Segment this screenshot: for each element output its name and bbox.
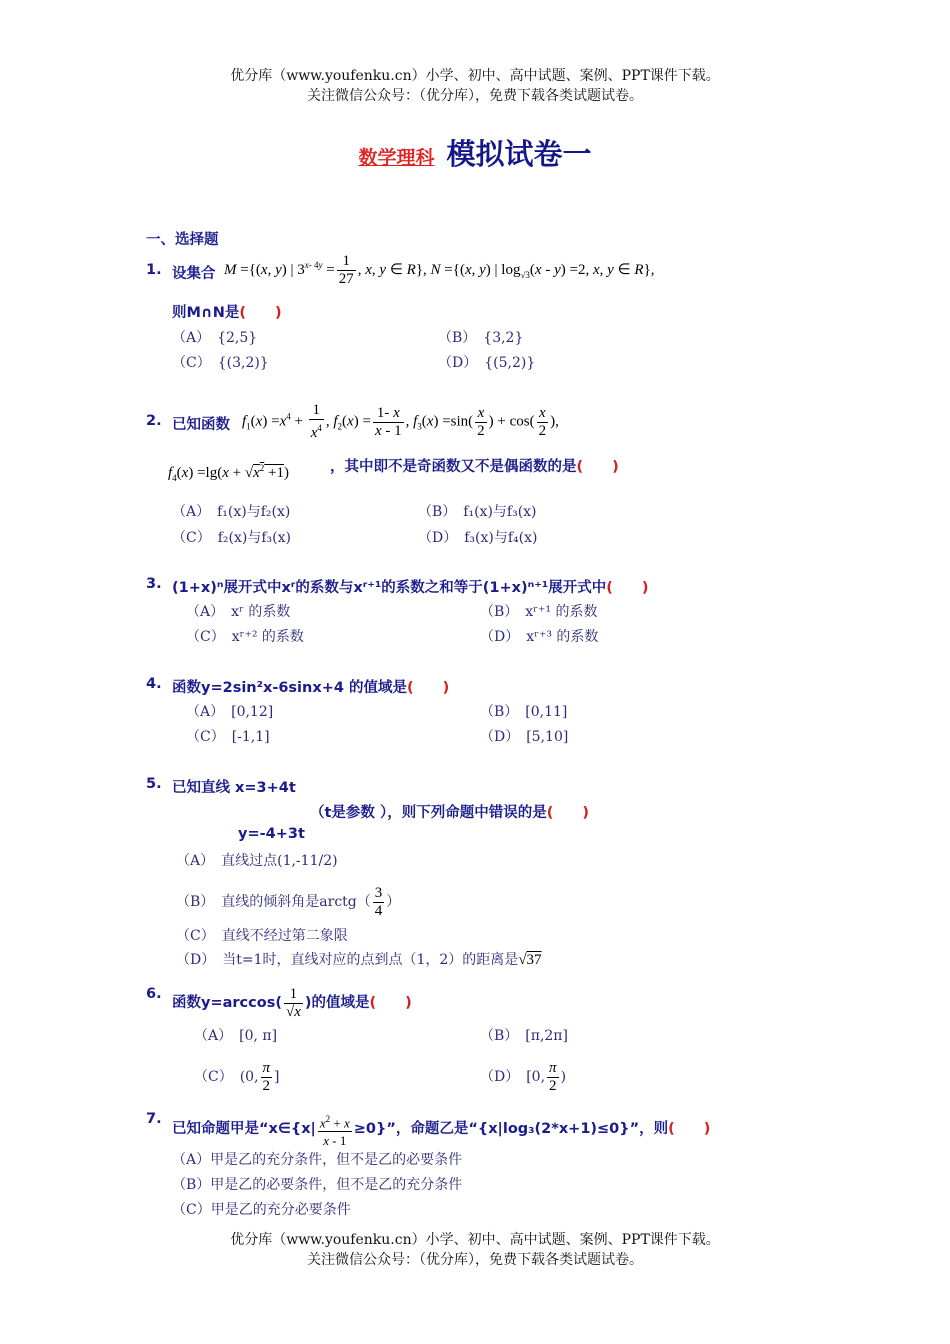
q1-tail-text: 则M∩N是 (172, 305, 240, 321)
q6-answer-paren: ( ) (369, 994, 412, 1011)
q7-option-a: （A）甲是乙的充分条件，但不是乙的必要条件 (172, 1152, 463, 1168)
q5-line-2 (310, 801, 589, 822)
q1-option-c: （C） {(3,2)} (172, 355, 269, 371)
q6-option-d: （D） [0, $\frac{\pi}{2}$ ) (480, 1060, 567, 1094)
q4-option-b: （B） [0,11] (480, 704, 568, 720)
q3-option-d: （D） xʳ⁺³ 的系数 (480, 629, 599, 645)
title-subject: 数学理科 (358, 147, 435, 169)
q5-line-3: y=-4+3t (238, 826, 305, 842)
q3-stem: (1+x)ⁿ展开式中xʳ的系数与xʳ⁺¹的系数之和等于(1+x)ⁿ⁺¹展开式中 (172, 580, 607, 596)
q5-option-d-text: （D） 当t=1时，直线对应的点到点（1，2）的距离是 (176, 952, 519, 968)
header-line-1: 优分库（www.youfenku.cn）小学、初中、高中试题、案例、PPT课件下载。 (230, 68, 720, 84)
q6-option-a: （A） [0, π] (194, 1028, 278, 1044)
q5-option-b-text: （B） 直线的倾斜角是arctg（ (176, 893, 371, 910)
q7-text: 已知命题甲是“x∈{x| $\frac{x^2 + x}{x - 1}$ ≥0}”，命题乙是“{x|log₃(2*x+1)≤0}”，则( ) (172, 1111, 710, 1149)
q6-option-c-text: （C） (0, (194, 1068, 259, 1085)
q5-option-b: （B） 直线的倾斜角是arctg（ $\frac{3}{4}$ ） (176, 885, 401, 919)
q3-answer-paren: ( ) (606, 580, 649, 596)
q5-line-1: 已知直线 x=3+4t (172, 780, 296, 796)
q7-option-c: （C）甲是乙的充分必要条件 (172, 1202, 351, 1218)
q4-answer-paren: ( ) (407, 680, 450, 696)
q2-formula-2: $f_4(x) =\lg(x + √x^2 +1)$ (168, 463, 289, 483)
q6-option-d-text: （D） [0, (480, 1068, 546, 1085)
q7-number: 7. (146, 1111, 162, 1127)
q1-formula: M ={(x, y) | $3^{x- 4y}$ = $\frac{1}{27}$ , x, y ∈ R}, N ={(x, y) | $\log_{√3}(x - y) =2$, x, y ∈ R}, (224, 253, 655, 287)
footer-line-1: 优分库（www.youfenku.cn）小学、初中、高中试题、案例、PPT课件下载。 (230, 1232, 720, 1248)
q2-tail (330, 455, 619, 476)
q2-lead: 已知函数 (172, 417, 230, 433)
footer-line-2: 关注微信公众号：（优分库），免费下载各类试题试卷。 (307, 1252, 643, 1268)
q6-option-c: （C） (0, $\frac{\pi}{2}$ ] (194, 1060, 280, 1094)
q4-option-c: （C） [-1,1] (186, 729, 270, 745)
q2-option-b: （B） f₁(x)与f₃(x) (418, 504, 537, 520)
q3-option-c: （C） xʳ⁺² 的系数 (186, 629, 304, 645)
q2-option-d: （D） f₃(x)与f₄(x) (418, 530, 538, 546)
q5-answer-paren: ( ) (546, 805, 589, 821)
q6-tail: )的值域是 (304, 994, 370, 1011)
q4-text (172, 676, 449, 697)
q4-stem: 函数y=2sin²x-6sinx+4 的值域是 (172, 680, 407, 696)
q6-text: 函数y=arccos( $\frac{1}{√x}$ )的值域是( ) (172, 986, 412, 1020)
q7-mid: ≥0}”，命题乙是“{x|log₃(2*x+1)≤0}”，则 (353, 1121, 669, 1138)
q2-option-a: （A） f₁(x)与f₂(x) (172, 504, 291, 520)
q7-answer-paren: ( ) (668, 1121, 711, 1138)
q1-lead: 设集合 (172, 266, 216, 282)
q3-number: 3. (146, 576, 162, 592)
page-title (0, 132, 950, 173)
q5-option-a: （A） 直线过点(1,-11/2) (176, 853, 338, 869)
q1-option-d: （D） {(5,2)} (438, 355, 536, 371)
q5-stem: （t是参数 ），则下列命题中错误的是 (310, 805, 547, 821)
q2-formula-1: $f_1(x) =x^4$ + $\frac{1}{x^4}$ , $f_2(x)$ = $\frac{1- x}{x - 1}$ , $f_3(x) =\sin$( $\frac{x}{2}$ ) + cos( $\frac{x}{2}$ ), (242, 402, 559, 441)
q2-tail-text: ，其中即不是奇函数又不是偶函数的是 (330, 459, 577, 475)
q2-number: 2. (146, 413, 162, 429)
q2-answer-paren: ( ) (576, 459, 619, 475)
q5-number: 5. (146, 776, 162, 792)
q4-number: 4. (146, 676, 162, 692)
q4-option-a: （A） [0,12] (186, 704, 274, 720)
q5-option-c: （C） 直线不经过第二象限 (176, 928, 348, 944)
q7-option-b: （B）甲是乙的必要条件，但不是乙的充分条件 (172, 1177, 463, 1193)
q6-lead: 函数y=arccos( (172, 994, 282, 1011)
q5-option-d: （D） 当t=1时，直线对应的点到点（1，2）的距离是√37 (176, 952, 542, 968)
title-main: 模拟试卷一 (446, 137, 592, 171)
q1-answer-paren: ( ) (239, 305, 282, 321)
q1-option-a: （A） {2,5} (172, 330, 258, 346)
q1-tail (172, 301, 282, 322)
q3-option-a: （A） xʳ 的系数 (186, 604, 291, 620)
q2-option-c: （C） f₂(x)与f₃(x) (172, 530, 291, 546)
q1-number: 1. (146, 262, 162, 278)
q7-lead: 已知命题甲是“x∈{x| (172, 1121, 316, 1138)
q4-option-d: （D） [5,10] (480, 729, 569, 745)
q6-option-b: （B） [π,2π] (480, 1028, 568, 1044)
header-line-2: 关注微信公众号：（优分库），免费下载各类试题试卷。 (307, 88, 643, 104)
q6-number: 6. (146, 986, 162, 1002)
q1-option-b: （B） {3,2} (438, 330, 524, 346)
q3-option-b: （B） xʳ⁺¹ 的系数 (480, 604, 598, 620)
q3-text (172, 576, 649, 597)
section-heading: 一、选择题 (146, 232, 219, 248)
